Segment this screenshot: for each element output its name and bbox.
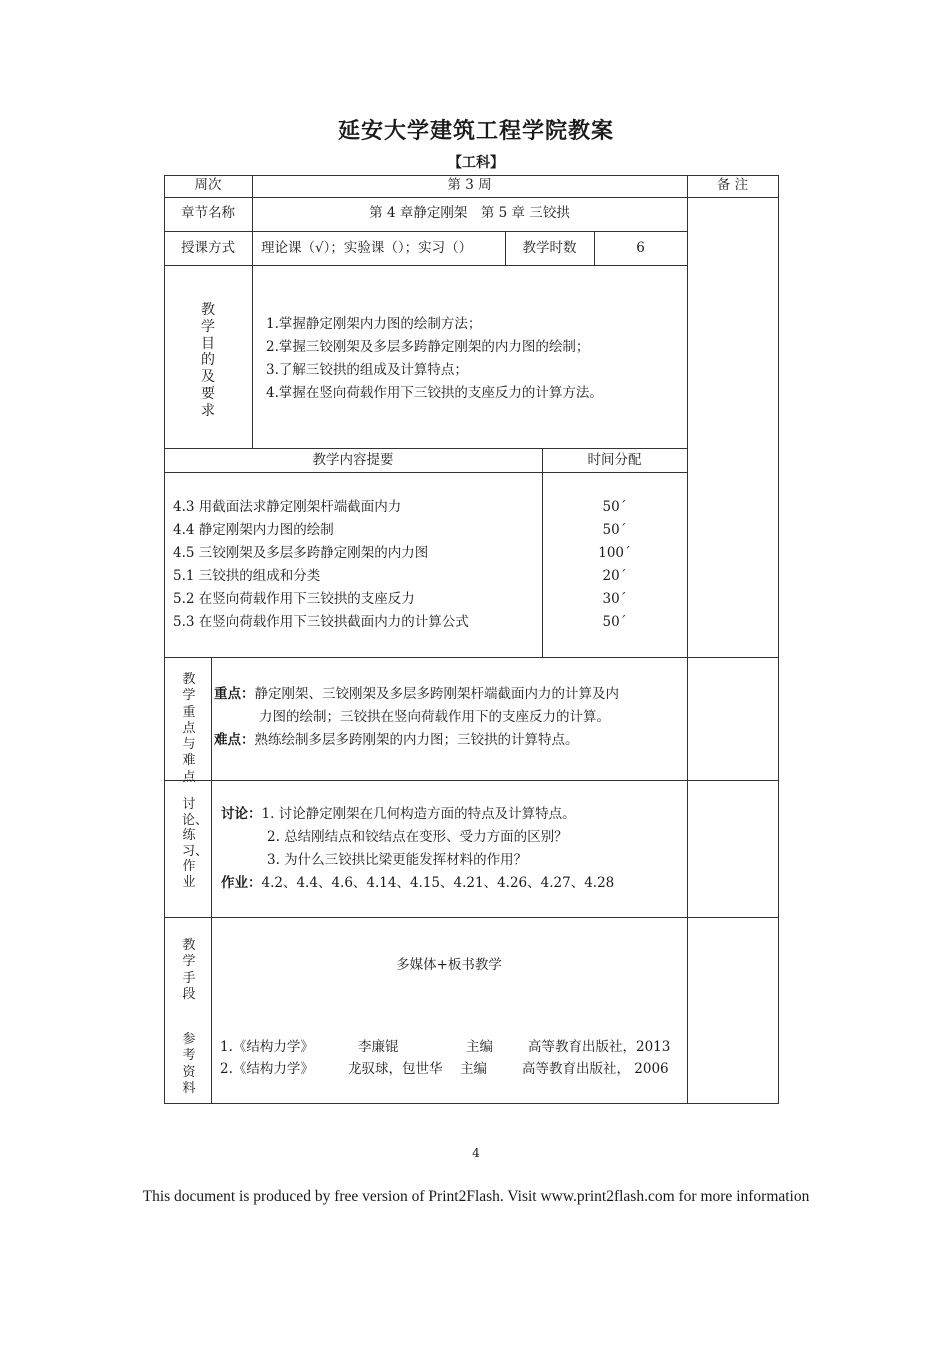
table-border-right [778,175,779,1103]
discussion-item: 1. 讨论静定刚架在几何构造方面的特点及计算特点。 [261,806,576,822]
objective-item: 3.了解三铰拱的组成及计算特点； [266,362,468,378]
difficulty-label: 难点： [214,732,255,748]
row-divider [164,231,687,232]
reference-title: 2.《结构力学》 [220,1061,314,1077]
page-number: 4 [472,1146,480,1160]
chapter-label: 章节名称 [181,205,235,221]
content-times [542,496,687,634]
content-topic: 4.4 静定刚架内力图的绘制 [173,522,334,538]
lower-label-divider [211,657,212,1103]
objective-item: 1.掌握静定刚架内力图的绘制方法； [266,316,482,332]
discussion-heading: 讨论： [221,806,262,822]
chapter-value: 第 4 章静定刚架 第 5 章 三铰拱 [369,205,570,221]
week-label: 周次 [194,177,222,193]
remarks-label: 备 注 [716,177,749,193]
table-border-left [164,175,165,1103]
focus-label: 重点： [214,686,255,702]
content-topic: 4.5 三铰刚架及多层多跨静定刚架的内力图 [173,545,429,561]
focus-text: 静定刚架、三铰刚架及多层多跨刚架杆端截面内力的计算及内 [254,686,619,702]
reference-author: 龙驭球，包世华 [348,1061,443,1077]
difficulty-text: 熟练绘制多层多跨刚架的内力图；三铰拱的计算特点。 [254,732,579,748]
content-topic: 5.3 在竖向荷载作用下三铰拱截面内力的计算公式 [173,614,469,630]
reference-title: 1.《结构力学》 [220,1039,314,1055]
content-time: 100´ [598,545,631,561]
reference-role: 主编 [466,1039,493,1055]
content-time: 50´ [602,522,627,538]
page-subtitle: 【工科】 [448,155,504,171]
mode-label: 授课方式 [181,240,235,256]
key-points-label: 教学重点与难点 [182,672,196,785]
discussion-content [221,803,614,895]
discussion-item: 3. 为什么三铰拱比梁更能发挥材料的作用？ [267,852,528,868]
week-value: 第 3 周 [447,177,492,193]
row-divider [164,448,687,449]
time-header: 时间分配 [587,452,642,468]
remarks-divider [687,175,688,1103]
table-border-bottom [164,1103,779,1104]
content-time: 20´ [602,568,627,584]
discussion-label: 讨论、练习、作业 [182,797,209,890]
objective-item: 2.掌握三铰刚架及多层多跨静定刚架的内力图的绘制； [266,339,590,355]
methods-label: 教学手段 [182,938,196,1002]
content-topic: 5.2 在竖向荷载作用下三铰拱的支座反力 [173,591,415,607]
reference-author: 李廉锟 [358,1039,399,1055]
row-divider [164,265,687,266]
page-title: 延安大学建筑工程学院教案 [337,118,614,144]
hours-label: 教学时数 [522,240,577,256]
methods-value: 多媒体+板书教学 [396,957,502,973]
row-divider [164,472,687,473]
references-label: 参考资料 [182,1032,196,1096]
content-topics [173,496,469,634]
homework-text: 4.2、4.4、4.6、4.14、4.15、4.21、4.26、4.27、4.28 [261,875,615,891]
objectives-label: 教学目的及要求 [201,302,215,419]
content-topic: 4.3 用截面法求静定刚架杆端截面内力 [173,499,402,515]
objective-item: 4.掌握在竖向荷载作用下三铰拱的支座反力的计算方法。 [266,385,603,401]
content-time: 50´ [602,499,627,515]
footer-notice: This document is produced by free version of Print2Flash. Visit www.print2flash.com for more information [142,1188,810,1205]
key-points-content [214,683,619,752]
homework-heading: 作业： [221,875,262,891]
reference-role: 主编 [460,1061,487,1077]
content-time: 30´ [602,591,627,607]
content-topic: 5.1 三铰拱的组成和分类 [173,568,321,584]
focus-text-continued: 力图的绘制；三铰拱在竖向荷载作用下的支座反力的计算。 [259,709,610,725]
content-header: 教学内容提要 [312,452,394,468]
discussion-item: 2. 总结刚结点和铰结点在变形、受力方面的区别？ [267,829,568,845]
mode-value: 理论课（√）；实验课（）；实习（） [261,240,473,256]
content-time: 50´ [602,614,627,630]
reference-publisher: 高等教育出版社， 2006 [522,1061,669,1077]
reference-publisher: 高等教育出版社，2013 [528,1039,671,1055]
objectives-list [266,313,603,405]
hours-value: 6 [636,240,645,256]
